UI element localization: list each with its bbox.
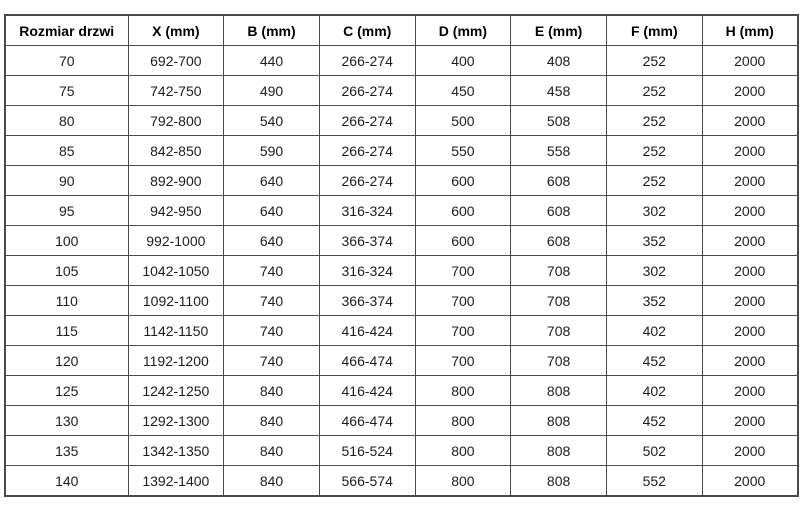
table-cell: 400 (415, 46, 511, 76)
table-cell: 2000 (702, 346, 798, 376)
table-cell: 252 (606, 166, 702, 196)
table-cell: 366-374 (319, 226, 415, 256)
table-cell: 266-274 (319, 166, 415, 196)
table-cell: 508 (511, 106, 607, 136)
table-row (5, 466, 798, 497)
table-cell: 2000 (702, 106, 798, 136)
table-cell: 466-474 (319, 346, 415, 376)
column-header-rozmiar-drzwi: Rozmiar drzwi (5, 15, 128, 46)
table-cell: 590 (224, 136, 320, 166)
table-cell: 1392-1400 (128, 466, 224, 497)
table-cell: 140 (5, 466, 128, 497)
table-cell: 125 (5, 376, 128, 406)
table-cell: 2000 (702, 196, 798, 226)
table-cell: 2000 (702, 226, 798, 256)
table-row (5, 286, 798, 316)
table-cell: 1192-1200 (128, 346, 224, 376)
table-row (5, 196, 798, 226)
table-cell: 740 (224, 316, 320, 346)
table-cell: 90 (5, 166, 128, 196)
column-header-c-mm: C (mm) (319, 15, 415, 46)
table-cell: 808 (511, 376, 607, 406)
table-cell: 2000 (702, 256, 798, 286)
table-cell: 80 (5, 106, 128, 136)
table-body (5, 46, 798, 497)
table-row (5, 436, 798, 466)
table-cell: 800 (415, 406, 511, 436)
table-cell: 700 (415, 316, 511, 346)
column-header-e-mm: E (mm) (511, 15, 607, 46)
table-row (5, 316, 798, 346)
table-row (5, 256, 798, 286)
table-row (5, 106, 798, 136)
table-cell: 452 (606, 346, 702, 376)
table-cell: 740 (224, 256, 320, 286)
table-cell: 252 (606, 76, 702, 106)
table-cell: 992-1000 (128, 226, 224, 256)
table-cell: 110 (5, 286, 128, 316)
table-cell: 700 (415, 286, 511, 316)
table-cell: 692-700 (128, 46, 224, 76)
table-cell: 2000 (702, 316, 798, 346)
table-cell: 808 (511, 436, 607, 466)
table-cell: 252 (606, 46, 702, 76)
table-cell: 115 (5, 316, 128, 346)
table-cell: 316-324 (319, 256, 415, 286)
table-cell: 640 (224, 166, 320, 196)
table-cell: 2000 (702, 376, 798, 406)
table-cell: 135 (5, 436, 128, 466)
table-cell: 408 (511, 46, 607, 76)
table-cell: 402 (606, 376, 702, 406)
table-cell: 266-274 (319, 76, 415, 106)
table-cell: 316-324 (319, 196, 415, 226)
table-cell: 266-274 (319, 46, 415, 76)
table-cell: 640 (224, 226, 320, 256)
table-cell: 842-850 (128, 136, 224, 166)
door-size-spec-table-container (4, 14, 799, 497)
table-cell: 708 (511, 346, 607, 376)
table-cell: 402 (606, 316, 702, 346)
table-cell: 840 (224, 436, 320, 466)
table-cell: 600 (415, 196, 511, 226)
table-cell: 490 (224, 76, 320, 106)
column-header-x-mm: X (mm) (128, 15, 224, 46)
table-cell: 2000 (702, 286, 798, 316)
table-cell: 600 (415, 166, 511, 196)
table-cell: 516-524 (319, 436, 415, 466)
table-cell: 600 (415, 226, 511, 256)
table-cell: 252 (606, 136, 702, 166)
table-cell: 740 (224, 286, 320, 316)
table-row (5, 406, 798, 436)
table-row (5, 376, 798, 406)
table-cell: 452 (606, 406, 702, 436)
table-cell: 2000 (702, 406, 798, 436)
table-cell: 2000 (702, 76, 798, 106)
table-cell: 416-424 (319, 376, 415, 406)
table-row (5, 46, 798, 76)
table-row (5, 76, 798, 106)
table-cell: 700 (415, 346, 511, 376)
column-header-h-mm: H (mm) (702, 15, 798, 46)
table-cell: 105 (5, 256, 128, 286)
table-cell: 266-274 (319, 136, 415, 166)
table-cell: 1242-1250 (128, 376, 224, 406)
table-cell: 552 (606, 466, 702, 497)
table-cell: 2000 (702, 136, 798, 166)
table-row (5, 166, 798, 196)
table-cell: 800 (415, 466, 511, 497)
table-cell: 120 (5, 346, 128, 376)
door-size-spec-table (4, 14, 799, 497)
table-cell: 130 (5, 406, 128, 436)
table-cell: 840 (224, 406, 320, 436)
table-cell: 740 (224, 346, 320, 376)
table-cell: 302 (606, 256, 702, 286)
table-cell: 708 (511, 286, 607, 316)
table-cell: 70 (5, 46, 128, 76)
table-cell: 2000 (702, 166, 798, 196)
table-cell: 708 (511, 256, 607, 286)
table-cell: 366-374 (319, 286, 415, 316)
table-cell: 466-474 (319, 406, 415, 436)
table-cell: 252 (606, 106, 702, 136)
table-cell: 708 (511, 316, 607, 346)
table-cell: 608 (511, 226, 607, 256)
table-cell: 95 (5, 196, 128, 226)
table-cell: 450 (415, 76, 511, 106)
table-cell: 640 (224, 196, 320, 226)
table-cell: 558 (511, 136, 607, 166)
table-cell: 352 (606, 286, 702, 316)
table-cell: 1042-1050 (128, 256, 224, 286)
table-cell: 742-750 (128, 76, 224, 106)
table-cell: 416-424 (319, 316, 415, 346)
table-cell: 85 (5, 136, 128, 166)
table-cell: 840 (224, 376, 320, 406)
table-cell: 2000 (702, 466, 798, 497)
column-header-b-mm: B (mm) (224, 15, 320, 46)
table-cell: 1292-1300 (128, 406, 224, 436)
table-cell: 266-274 (319, 106, 415, 136)
table-cell: 2000 (702, 46, 798, 76)
table-cell: 1092-1100 (128, 286, 224, 316)
table-row (5, 346, 798, 376)
table-cell: 1342-1350 (128, 436, 224, 466)
table-cell: 566-574 (319, 466, 415, 497)
table-cell: 840 (224, 466, 320, 497)
table-cell: 800 (415, 436, 511, 466)
table-cell: 808 (511, 466, 607, 497)
table-cell: 352 (606, 226, 702, 256)
table-cell: 100 (5, 226, 128, 256)
table-row (5, 226, 798, 256)
table-cell: 608 (511, 196, 607, 226)
table-cell: 2000 (702, 436, 798, 466)
column-header-f-mm: F (mm) (606, 15, 702, 46)
table-cell: 800 (415, 376, 511, 406)
table-cell: 608 (511, 166, 607, 196)
table-row (5, 136, 798, 166)
table-cell: 75 (5, 76, 128, 106)
table-cell: 540 (224, 106, 320, 136)
column-header-d-mm: D (mm) (415, 15, 511, 46)
table-cell: 440 (224, 46, 320, 76)
table-cell: 892-900 (128, 166, 224, 196)
table-header-row (5, 15, 798, 46)
table-cell: 458 (511, 76, 607, 106)
table-cell: 792-800 (128, 106, 224, 136)
table-cell: 502 (606, 436, 702, 466)
table-cell: 302 (606, 196, 702, 226)
table-cell: 550 (415, 136, 511, 166)
table-cell: 500 (415, 106, 511, 136)
table-cell: 942-950 (128, 196, 224, 226)
table-cell: 1142-1150 (128, 316, 224, 346)
table-cell: 700 (415, 256, 511, 286)
table-cell: 808 (511, 406, 607, 436)
